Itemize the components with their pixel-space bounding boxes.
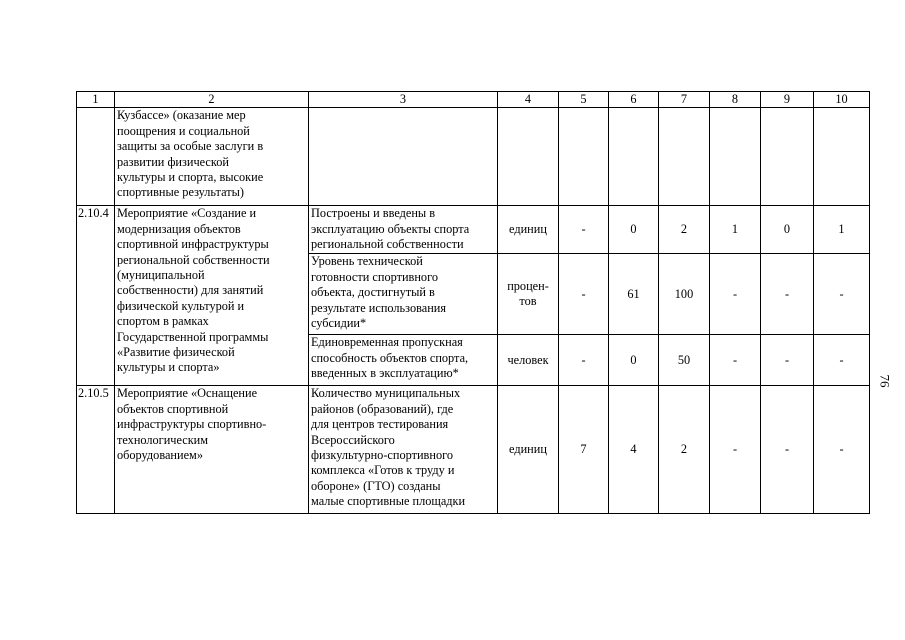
- value-cell: -: [814, 386, 870, 514]
- column-number-row: [77, 92, 870, 108]
- value-cell: -: [559, 254, 609, 335]
- indicator-cell: [309, 108, 498, 206]
- value-cell: -: [761, 386, 814, 514]
- value-cell: -: [814, 254, 870, 335]
- measure-cell: Кузбассе» (оказание мер поощрения и социальной защиты за особые заслуги в развитии физической культуры и спорта, высокие спортивные результаты): [115, 108, 309, 206]
- value-cell: -: [761, 335, 814, 386]
- column-number: 6: [609, 92, 659, 108]
- value-cell: [659, 108, 710, 206]
- column-number: 3: [309, 92, 498, 108]
- indicator-cell: Уровень технической готовности спортивного объекта, достигнутый в результате использования субсидии*: [309, 254, 498, 335]
- code-cell: 2.10.5: [77, 386, 115, 514]
- indicator-cell: Количество муниципальных районов (образований), где для центров тестирования Всероссийского физкультурно-спортивного комплекса «Готов к труду и обороне» (ГТО) созданы малые спортивные площадки: [309, 386, 498, 514]
- value-cell: 61: [609, 254, 659, 335]
- table-row: [77, 108, 870, 206]
- value-cell: 4: [609, 386, 659, 514]
- value-cell: 7: [559, 386, 609, 514]
- column-number: 5: [559, 92, 609, 108]
- indicator-cell: Построены и введены в эксплуатацию объекты спорта региональной собственности: [309, 206, 498, 254]
- code-cell: [77, 108, 115, 206]
- value-cell: -: [710, 386, 761, 514]
- column-number: 9: [761, 92, 814, 108]
- unit-cell: [498, 108, 559, 206]
- table-row: [77, 206, 870, 254]
- column-number: 8: [710, 92, 761, 108]
- value-cell: [761, 108, 814, 206]
- column-number: 1: [77, 92, 115, 108]
- column-number: 7: [659, 92, 710, 108]
- value-cell: 50: [659, 335, 710, 386]
- value-cell: -: [559, 335, 609, 386]
- value-cell: -: [710, 254, 761, 335]
- measure-cell: Мероприятие «Создание и модернизация объектов спортивной инфраструктуры региональной собственности (муниципальной собственности) для занятий физической культурой и спортом в рамках Государственной программы «Развитие физической культуры и спорта»: [115, 206, 309, 386]
- code-cell: 2.10.4: [77, 206, 115, 386]
- value-cell: -: [814, 335, 870, 386]
- page-number: 76: [877, 374, 893, 388]
- unit-cell: процен- тов: [498, 254, 559, 335]
- indicator-cell: Единовременная пропускная способность объектов спорта, введенных в эксплуатацию*: [309, 335, 498, 386]
- value-cell: [609, 108, 659, 206]
- measure-cell: Мероприятие «Оснащение объектов спортивной инфраструктуры спортивно- технологическим оборудованием»: [115, 386, 309, 514]
- value-cell: [710, 108, 761, 206]
- column-number: 4: [498, 92, 559, 108]
- indicators-table: [76, 91, 870, 514]
- value-cell: 1: [814, 206, 870, 254]
- value-cell: 100: [659, 254, 710, 335]
- value-cell: [559, 108, 609, 206]
- unit-cell: человек: [498, 335, 559, 386]
- value-cell: 2: [659, 206, 710, 254]
- value-cell: -: [761, 254, 814, 335]
- column-number: 10: [814, 92, 870, 108]
- value-cell: 0: [609, 335, 659, 386]
- table-row: [77, 386, 870, 514]
- unit-cell: единиц: [498, 206, 559, 254]
- value-cell: 2: [659, 386, 710, 514]
- unit-cell: единиц: [498, 386, 559, 514]
- value-cell: 0: [761, 206, 814, 254]
- value-cell: [814, 108, 870, 206]
- value-cell: 1: [710, 206, 761, 254]
- value-cell: -: [559, 206, 609, 254]
- column-number: 2: [115, 92, 309, 108]
- value-cell: 0: [609, 206, 659, 254]
- value-cell: -: [710, 335, 761, 386]
